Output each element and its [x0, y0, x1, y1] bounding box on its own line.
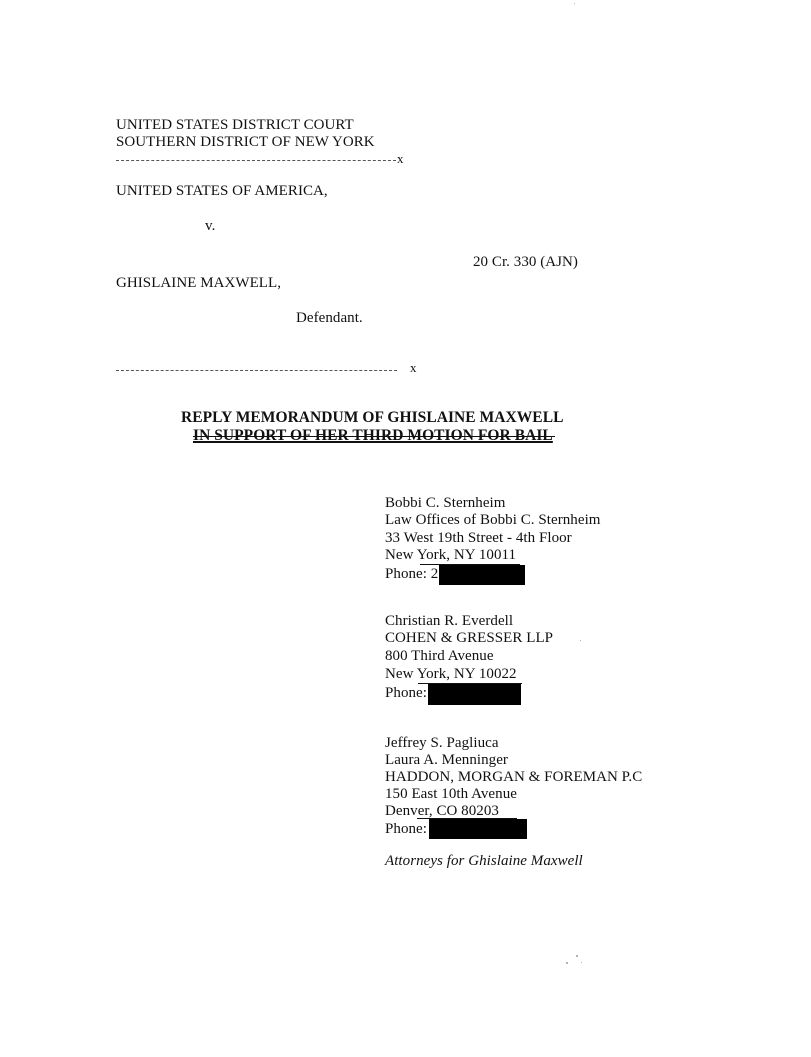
court-name: UNITED STATES DISTRICT COURT: [116, 117, 354, 133]
counsel-3-name-2: Laura A. Menninger: [385, 752, 508, 768]
counsel-1-name: Bobbi C. Sternheim: [385, 495, 506, 511]
counsel-2-street: 800 Third Avenue: [385, 648, 494, 664]
document-title-line-2: IN SUPPORT OF HER THIRD MOTION FOR BAIL: [193, 427, 553, 444]
counsel-3-street: 150 East 10th Avenue: [385, 786, 517, 802]
counsel-2-city: New York, NY 10022: [385, 666, 517, 682]
court-district: SOUTHERN DISTRICT OF NEW YORK: [116, 134, 375, 150]
signature-attorneys-for: Attorneys for Ghislaine Maxwell: [385, 853, 583, 869]
counsel-3-city: Denver, CO 80203: [385, 803, 499, 819]
case-number: 20 Cr. 330 (AJN): [473, 254, 578, 270]
redaction-box-3: [429, 819, 527, 839]
defendant-name: GHISLAINE MAXWELL,: [116, 275, 282, 291]
counsel-3-name-1: Jeffrey S. Pagliuca: [385, 735, 499, 751]
plaintiff-name: UNITED STATES OF AMERICA,: [116, 183, 328, 199]
counsel-3-phone: Phone:: [385, 821, 427, 837]
counsel-1-phone: Phone: 2: [385, 566, 439, 582]
document-title-line-1: REPLY MEMORANDUM OF GHISLAINE MAXWELL: [181, 409, 564, 426]
caption-separator-top-mark: x: [397, 151, 404, 166]
scan-speck: [576, 955, 578, 957]
counsel-2-name: Christian R. Everdell: [385, 613, 514, 629]
scan-speck: [580, 640, 581, 641]
caption-separator-bottom: [116, 370, 397, 371]
redaction-box-2: [428, 684, 521, 705]
counsel-2-phone: Phone:: [385, 685, 427, 701]
scan-speck: [566, 962, 568, 964]
caption-separator-bottom-mark: x: [410, 360, 417, 375]
caption-separator-top: [116, 160, 396, 161]
counsel-3-firm: HADDON, MORGAN & FOREMAN P.C: [385, 769, 643, 785]
redaction-box-1: [439, 565, 525, 585]
title-strike-line: [193, 436, 555, 437]
counsel-1-firm: Law Offices of Bobbi C. Sternheim: [385, 512, 601, 528]
defendant-role: Defendant.: [296, 310, 363, 326]
scan-speck: [574, 3, 575, 4]
counsel-2-firm: COHEN & GRESSER LLP: [385, 630, 554, 646]
versus-label: v.: [205, 218, 216, 234]
counsel-1-street: 33 West 19th Street - 4th Floor: [385, 530, 572, 546]
scan-speck: [581, 962, 582, 963]
counsel-1-city: New York, NY 10011: [385, 547, 517, 563]
